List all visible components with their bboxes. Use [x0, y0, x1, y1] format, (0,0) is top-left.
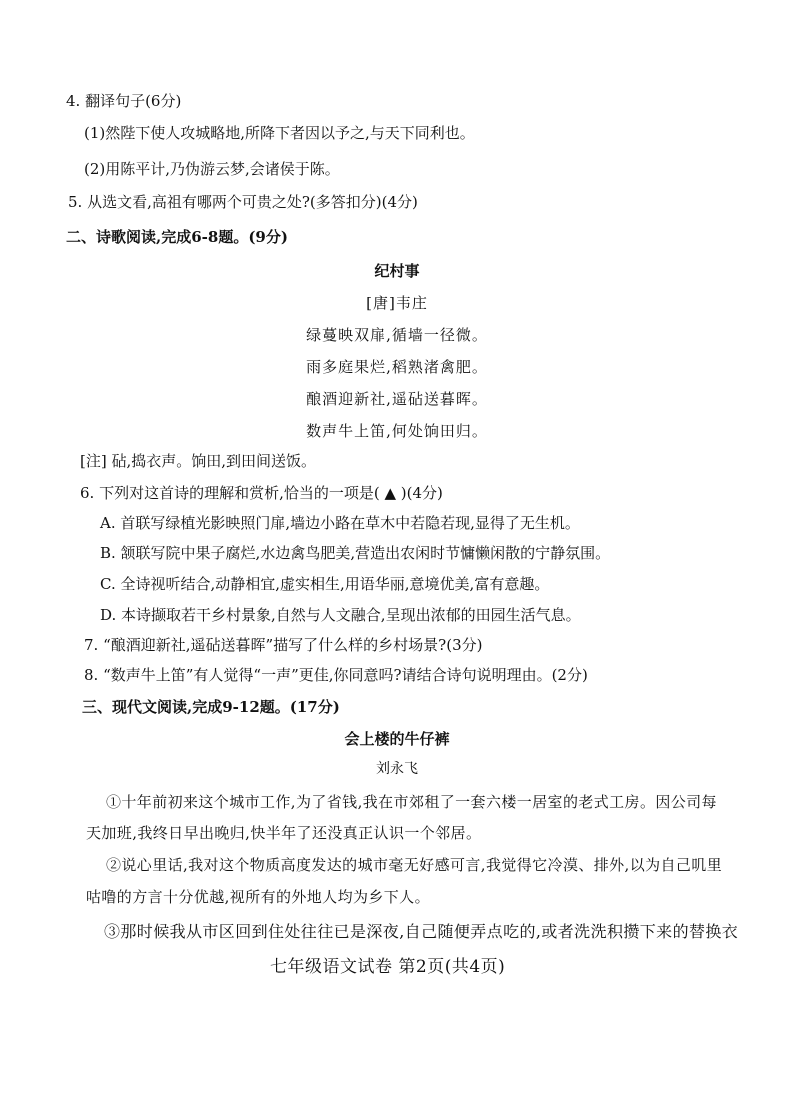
question-4-sentence-1: (1)然陛下使人攻城略地,所降下者因以予之,与天下同利也。: [84, 124, 475, 142]
page-footer: 七年级语文试卷 第2页(共4页): [270, 957, 506, 977]
article-author: 刘永飞: [376, 761, 418, 777]
poem-line-3: 酿酒迎新社,遥砧送暮晖。: [306, 390, 488, 408]
question-6-option-b: B. 颔联写院中果子腐烂,水边禽鸟肥美,营造出农闲时节慵懒闲散的宁静氛围。: [100, 544, 611, 562]
poem-note: [注] 砧,捣衣声。饷田,到田间送饭。: [80, 452, 317, 470]
poem-line-2: 雨多庭果烂,稻熟渚禽肥。: [306, 358, 488, 376]
article-title: 会上楼的牛仔裤: [344, 730, 450, 748]
poem-title: 纪村事: [374, 262, 420, 280]
question-5: 5. 从选文看,高祖有哪两个可贵之处?(多答扣分)(4分): [68, 193, 418, 211]
paragraph-1-line-1: ①十年前初来这个城市工作,为了省钱,我在市郊租了一套六楼一居室的老式工房。因公司每: [106, 793, 717, 811]
question-6-option-d: D. 本诗撷取若干乡村景象,自然与人文融合,呈现出浓郁的田园生活气息。: [100, 606, 581, 624]
question-4-sentence-2: (2)用陈平计,乃伪游云梦,会诸侯于陈。: [84, 160, 340, 178]
section-3-heading: 三、现代文阅读,完成9-12题。(17分): [82, 698, 340, 716]
question-8: 8. “数声牛上笛”有人觉得“一声”更佳,你同意吗?请结合诗句说明理由。(2分): [84, 666, 588, 684]
paragraph-3-line-1: ③那时候我从市区回到住处往往已是深夜,自己随便弄点吃的,或者洗洗积攒下来的替换衣: [104, 922, 739, 941]
paragraph-1-line-2: 天加班,我终日早出晚归,快半年了还没真正认识一个邻居。: [86, 824, 482, 842]
question-6-option-c: C. 全诗视听结合,动静相宜,虚实相生,用语华丽,意境优美,富有意趣。: [100, 575, 550, 593]
poem-author: [唐]韦庄: [366, 294, 428, 312]
poem-line-4: 数声牛上笛,何处饷田归。: [306, 422, 488, 440]
paragraph-2-line-2: 咕噜的方言十分优越,视所有的外地人均为乡下人。: [86, 888, 430, 906]
question-6-option-a: A. 首联写绿植光影映照门扉,墙边小路在草木中若隐若现,显得了无生机。: [100, 514, 580, 532]
question-6-stem: 6. 下列对这首诗的理解和赏析,恰当的一项是( ▲ )(4分): [80, 484, 443, 502]
question-4-heading: 4. 翻译句子(6分): [66, 92, 182, 110]
paragraph-2-line-1: ②说心里话,我对这个物质高度发达的城市毫无好感可言,我觉得它冷漠、排外,以为自己叽里: [106, 856, 723, 874]
question-7: 7. “酿酒迎新社,遥砧送暮晖”描写了什么样的乡村场景?(3分): [84, 636, 483, 654]
section-2-heading: 二、诗歌阅读,完成6-8题。(9分): [66, 228, 288, 246]
poem-line-1: 绿蔓映双扉,循墙一径微。: [306, 326, 488, 344]
